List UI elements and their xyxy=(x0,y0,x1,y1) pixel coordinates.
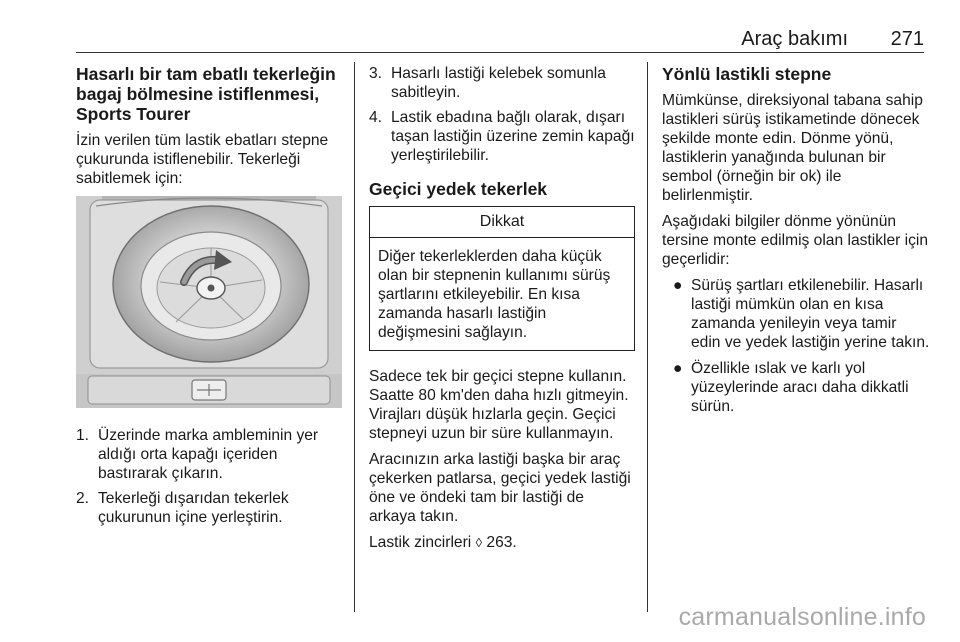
caution-box xyxy=(369,206,635,351)
step-text: Tekerleği dışarıdan tekerlek çukurunun içine yerleştirin. xyxy=(98,490,289,526)
header-title: Araç bakımı xyxy=(741,28,848,50)
step-text: Hasarlı lastiği kelebek somunla sabitleyin. xyxy=(391,65,606,101)
intro-paragraph: İzin verilen tüm lastik ebatları stepne çukurunda istiflenebilir. Tekerleği sabitlemek için: xyxy=(76,132,329,187)
reference-label: Lastik zincirleri xyxy=(369,534,472,551)
column-middle xyxy=(369,64,635,559)
section-heading: Geçici yedek tekerlek xyxy=(369,179,548,199)
column-right xyxy=(662,64,930,423)
bullet-text: Özellikle ıslak ve karlı yol yüzeylerinde aracı daha dikkatli sürün. xyxy=(691,360,909,415)
page-number: 271 xyxy=(890,28,924,50)
step-text: Lastik ebadına bağlı olarak, dışarı taşan lastiğin üzerine zemin kapağı yerleştirilebilir. xyxy=(391,109,635,164)
column-divider xyxy=(647,62,648,612)
watermark: carmanualsonline.info xyxy=(678,603,926,631)
paragraph: Aşağıdaki bilgiler dönme yönünün tersine monte edilmiş olan lastikler için geçerlidir: xyxy=(662,213,929,268)
steps-list xyxy=(76,426,342,527)
cross-reference xyxy=(369,533,635,552)
section-heading: Yönlü lastikli stepne xyxy=(662,64,832,84)
steps-list xyxy=(369,64,635,165)
spare-wheel-illustration xyxy=(76,196,342,408)
list-item xyxy=(369,108,635,165)
caution-text: Diğer tekerleklerden daha küçük olan bir stepnenin kullanımı sürüş şartlarını etkileyebilir. En kısa zamanda hasarlı lastiğin değişmesini sağlayın. xyxy=(378,248,611,341)
page-reference-icon: ◊ xyxy=(475,535,483,550)
list-item xyxy=(662,276,930,352)
list-item xyxy=(76,489,342,527)
list-item xyxy=(662,359,930,416)
bullet-text: Sürüş şartları etkilenebilir. Hasarlı lastiği mümkün olan en kısa zamanda yenileyin veya tamir edin ve yedek lastiğin yerine takın. xyxy=(691,277,930,351)
list-item xyxy=(369,64,635,102)
step-number: 3. xyxy=(369,65,383,82)
section-heading: Hasarlı bir tam ebatlı tekerleğin bagaj bölmesine istiflenmesi, Sports Tourer xyxy=(76,64,336,124)
column-divider xyxy=(354,62,355,612)
column-left xyxy=(76,64,342,533)
caution-title: Dikkat xyxy=(370,207,634,238)
paragraph: Mümkünse, direksiyonal tabana sahip lastikleri sürüş istikametinde dönecek şekilde monte edin. Dönme yönü, lastiklerin yanağında bulunan bir sembol (örneğin bir ok) ile belirlenmiştir. xyxy=(662,92,923,204)
paragraph: Sadece tek bir geçici stepne kullanın. Saatte 80 km'den daha hızlı gitmeyin. Virajları düşük hızlarla geçin. Geçici stepneyi uzun bir süre kullanmayın. xyxy=(369,368,629,442)
step-number: 1. xyxy=(76,427,90,444)
bullet-icon: ● xyxy=(673,360,683,377)
paragraph: Aracınızın arka lastiği başka bir araç çekerken patlarsa, geçici yedek lastiği öne ve öndeki tam bir lastiği de arkaya takın. xyxy=(369,451,631,525)
step-number: 4. xyxy=(369,109,383,126)
header-rule xyxy=(76,52,924,53)
step-number: 2. xyxy=(76,490,90,507)
bullet-list xyxy=(662,276,930,416)
reference-page: 263. xyxy=(486,534,517,551)
step-text: Üzerinde marka ambleminin yer aldığı orta kapağı içeriden bastırarak çıkarın. xyxy=(98,427,319,482)
bullet-icon: ● xyxy=(673,277,683,294)
list-item xyxy=(76,426,342,483)
